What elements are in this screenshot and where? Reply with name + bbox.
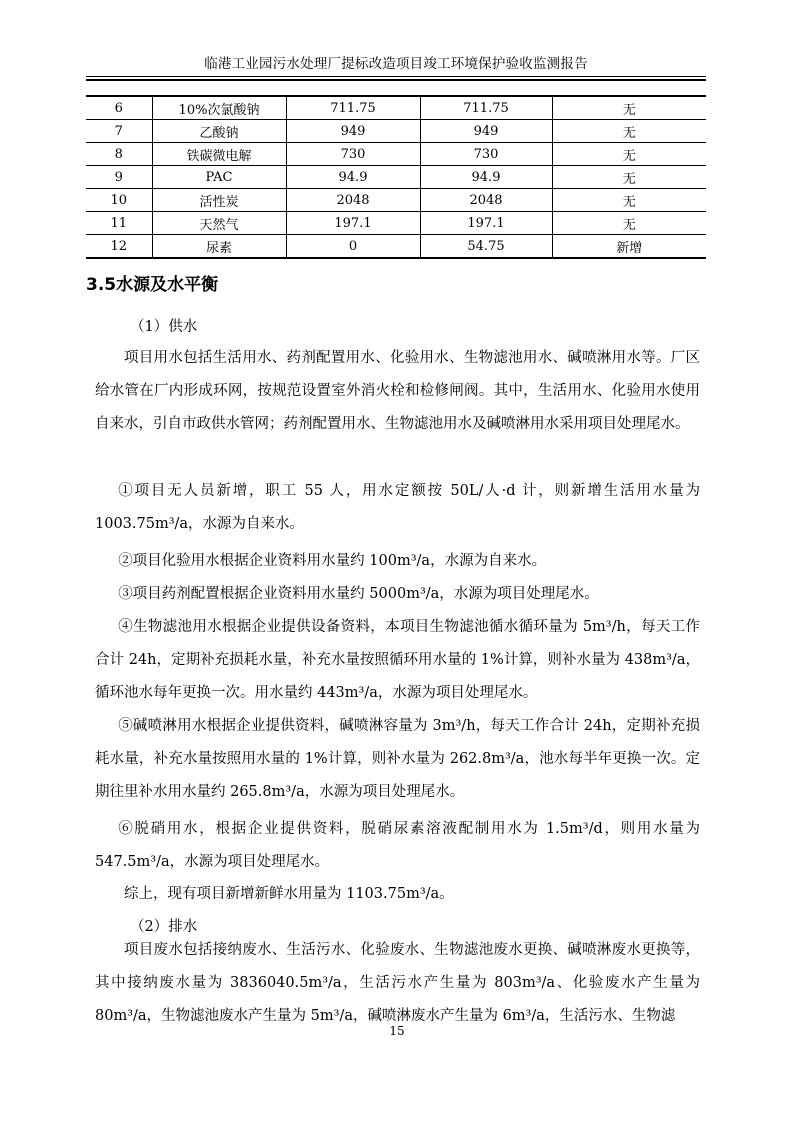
table-row bbox=[86, 166, 706, 189]
table-cell: 铁碳微电解 bbox=[152, 143, 286, 166]
materials-table bbox=[86, 95, 706, 259]
table-row bbox=[86, 235, 706, 259]
table-cell: 新增 bbox=[552, 235, 706, 259]
table-row bbox=[86, 189, 706, 212]
table-cell: 2048 bbox=[286, 189, 420, 212]
table-row bbox=[86, 120, 706, 143]
paragraph-reagent-water: ③项目药剂配置根据企业资料用水量约 5000m³/a，水源为项目处理尾水。 bbox=[118, 586, 599, 602]
table-row bbox=[86, 143, 706, 166]
section-title: 3.5水源及水平衡 bbox=[86, 275, 219, 295]
supply-heading: （1）供水 bbox=[130, 319, 198, 335]
table-cell: 无 bbox=[552, 166, 706, 189]
table-cell: 2048 bbox=[420, 189, 552, 212]
table-cell: 197.1 bbox=[286, 212, 420, 235]
table-cell: 197.1 bbox=[420, 212, 552, 235]
paragraph-alkali-spray-water: ⑤碱喷淋用水根据企业提供资料，碱喷淋容量为 3m³/h，每天工作合计 24h，定期补充损耗水量，补充水量按照用水量的 1%计算，则补水量为 262.8m³/a，池水每半年更换一次。定期往里补水用水量约 265.8m³/a，水源为项目处理尾水。 bbox=[95, 718, 700, 800]
table-cell: 0 bbox=[286, 235, 420, 259]
table-cell: 无 bbox=[552, 189, 706, 212]
table-cell: 尿素 bbox=[152, 235, 286, 259]
paragraph-denitration-water: ⑥脱硝用水，根据企业提供资料，脱硝尿素溶液配制用水为 1.5m³/d，则用水量为547.5m³/a，水源为项目处理尾水。 bbox=[95, 821, 700, 870]
table-cell: 10%次氯酸钠 bbox=[152, 96, 286, 120]
table-cell: 无 bbox=[552, 120, 706, 143]
header-rule-thick bbox=[86, 79, 706, 81]
table-cell: 6 bbox=[86, 96, 152, 120]
paragraph-lab-water: ②项目化验用水根据企业资料用水量约 100m³/a，水源为自来水。 bbox=[118, 553, 547, 569]
table-cell: 949 bbox=[420, 120, 552, 143]
table-cell: 无 bbox=[552, 212, 706, 235]
paragraph-domestic-water: ①项目无人员新增，职工 55 人，用水定额按 50L/人·d 计，则新增生活用水量为1003.75m³/a，水源为自来水。 bbox=[95, 483, 700, 532]
table-cell: 活性炭 bbox=[152, 189, 286, 212]
table-cell: 8 bbox=[86, 143, 152, 166]
paragraph-biofilter-water: ④生物滤池用水根据企业提供设备资料，本项目生物滤池循水循环量为 5m³/h，每天工作合计 24h，定期补充损耗水量，补充水量按照循环用水量的 1%计算，则补水量为 438m³/a，循环池水每年更换一次。用水量约 443m³/a，水源为项目处理尾水。 bbox=[95, 619, 700, 701]
drain-heading: （2）排水 bbox=[130, 919, 198, 935]
table-cell: 730 bbox=[420, 143, 552, 166]
table-cell: 9 bbox=[86, 166, 152, 189]
table-row bbox=[86, 96, 706, 120]
header-rule bbox=[86, 76, 706, 77]
table-cell: 7 bbox=[86, 120, 152, 143]
page-number: 15 bbox=[389, 1024, 405, 1038]
table-cell: 711.75 bbox=[420, 96, 552, 120]
table-cell: 54.75 bbox=[420, 235, 552, 259]
table-cell: 无 bbox=[552, 143, 706, 166]
table-cell: 711.75 bbox=[286, 96, 420, 120]
paragraph-summary: 综上，现有项目新增新鲜水用量为 1103.75m³/a。 bbox=[124, 886, 454, 902]
table-cell: 12 bbox=[86, 235, 152, 259]
table-cell: 天然气 bbox=[152, 212, 286, 235]
table-cell: 94.9 bbox=[420, 166, 552, 189]
paragraph-intro: 项目用水包括生活用水、药剂配置用水、化验用水、生物滤池用水、碱喷淋用水等。厂区给水管在厂内形成环网，按规范设置室外消火栓和检修闸阀。其中，生活用水、化验用水使用自来水，引自市政供水管网；药剂配置用水、生物滤池用水及碱喷淋用水采用项目处理尾水。 bbox=[95, 350, 700, 432]
table-cell: 10 bbox=[86, 189, 152, 212]
page-header: 临港工业园污水处理厂提标改造项目竣工环境保护验收监测报告 bbox=[204, 56, 588, 72]
table-cell: PAC bbox=[152, 166, 286, 189]
table-cell: 无 bbox=[552, 96, 706, 120]
paragraph-drainage: 项目废水包括接纳废水、生活污水、化验废水、生物滤池废水更换、碱喷淋废水更换等，其中接纳废水量为 3836040.5m³/a，生活污水产生量为 803m³/a、化验废水产生量为 80m³/a，生物滤池废水产生量为 5m³/a，碱喷淋废水产生量为 6m³/a，生活污水、生物滤 bbox=[95, 942, 700, 1024]
table-cell: 730 bbox=[286, 143, 420, 166]
table-cell: 11 bbox=[86, 212, 152, 235]
table-cell: 94.9 bbox=[286, 166, 420, 189]
table-row bbox=[86, 212, 706, 235]
table-cell: 乙酸钠 bbox=[152, 120, 286, 143]
table-cell: 949 bbox=[286, 120, 420, 143]
